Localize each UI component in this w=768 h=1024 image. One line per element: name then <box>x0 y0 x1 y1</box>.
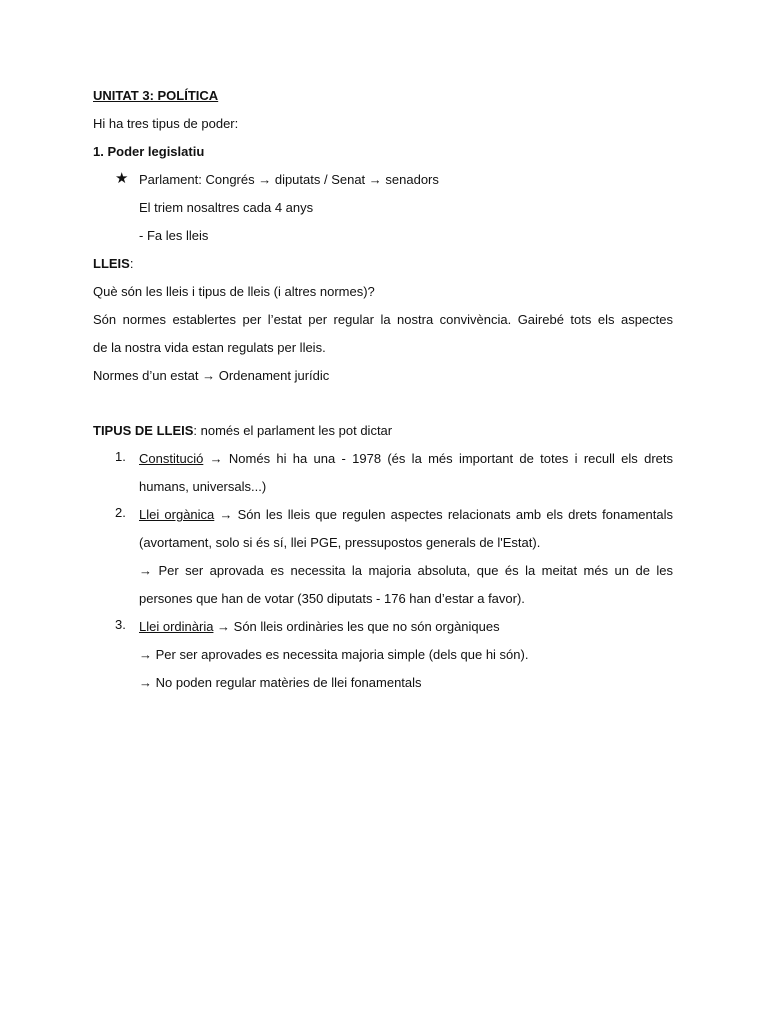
list-number: 1. <box>115 449 126 464</box>
list-item-line <box>139 449 673 477</box>
document-page <box>93 86 673 701</box>
list-number: 2. <box>115 505 126 520</box>
list-item-constitucio <box>93 449 673 505</box>
section-heading-legislatiu: 1. Poder legislatiu <box>93 144 205 159</box>
bullet-subline-lleis: - Fa les lleis <box>139 228 209 243</box>
list-term: Constitució <box>139 451 204 466</box>
list-number: 3. <box>115 617 126 632</box>
bullet-text: Parlament: Congrés → diputats / Senat → senadors <box>139 172 439 187</box>
list-text: → Són les lleis que regulen aspectes relacionats amb els drets fonamentals <box>214 507 673 522</box>
list-item-line: → Per ser aprovades es necessita majoria simple (dels que hi són). <box>139 647 529 662</box>
list-text: → Són lleis ordinàries les que no són orgàniques <box>213 619 500 634</box>
bullet-parlament <box>93 170 673 198</box>
list-item-line: → No poden regular matèries de llei fonamentals <box>139 675 422 690</box>
list-item-line <box>139 505 673 533</box>
list-item-llei-organica <box>93 505 673 617</box>
paragraph-gap <box>93 394 673 421</box>
list-item-line <box>139 617 673 645</box>
tipus-label: TIPUS DE LLEIS <box>93 423 194 438</box>
lleis-answer-line1: Són normes establertes per l’estat per regular la nostra convivència. Gairebé tots els aspectes <box>93 312 673 327</box>
list-term: Llei ordinària <box>139 619 214 634</box>
lleis-label: LLEIS <box>93 256 130 271</box>
list-item-line: persones que han de votar (350 diputats - 176 han d’estar a favor). <box>139 591 525 606</box>
ordenament-text: Normes d’un estat → Ordenament jurídic <box>93 368 330 383</box>
tipus-rest: : només el parlament les pot dictar <box>193 423 393 438</box>
list-item-line: (avortament, solo si és sí, llei PGE, pressupostos generals de l'Estat). <box>139 535 541 550</box>
lleis-heading <box>93 254 673 282</box>
star-icon: ★ <box>115 170 129 187</box>
bullet-subline-triem: El triem nosaltres cada 4 anys <box>139 200 314 215</box>
page-title: UNITAT 3: POLÍTICA <box>93 88 219 103</box>
list-item-line: → Per ser aprovada es necessita la majoria absoluta, que és la meitat més un de les <box>139 563 673 578</box>
lleis-question: Què són les lleis i tipus de lleis (i altres normes)? <box>93 284 375 299</box>
list-item-line: humans, universals...) <box>139 479 267 494</box>
list-item-llei-ordinaria <box>93 617 673 701</box>
lleis-colon: : <box>129 256 134 271</box>
list-term: Llei orgànica <box>139 507 215 522</box>
intro-text: Hi ha tres tipus de poder: <box>93 116 239 131</box>
lleis-answer-line2: de la nostra vida estan regulats per lleis. <box>93 340 326 355</box>
list-text: → Només hi ha una - 1978 (és la més important de totes i recull els drets <box>203 451 673 466</box>
tipus-heading <box>93 421 673 449</box>
